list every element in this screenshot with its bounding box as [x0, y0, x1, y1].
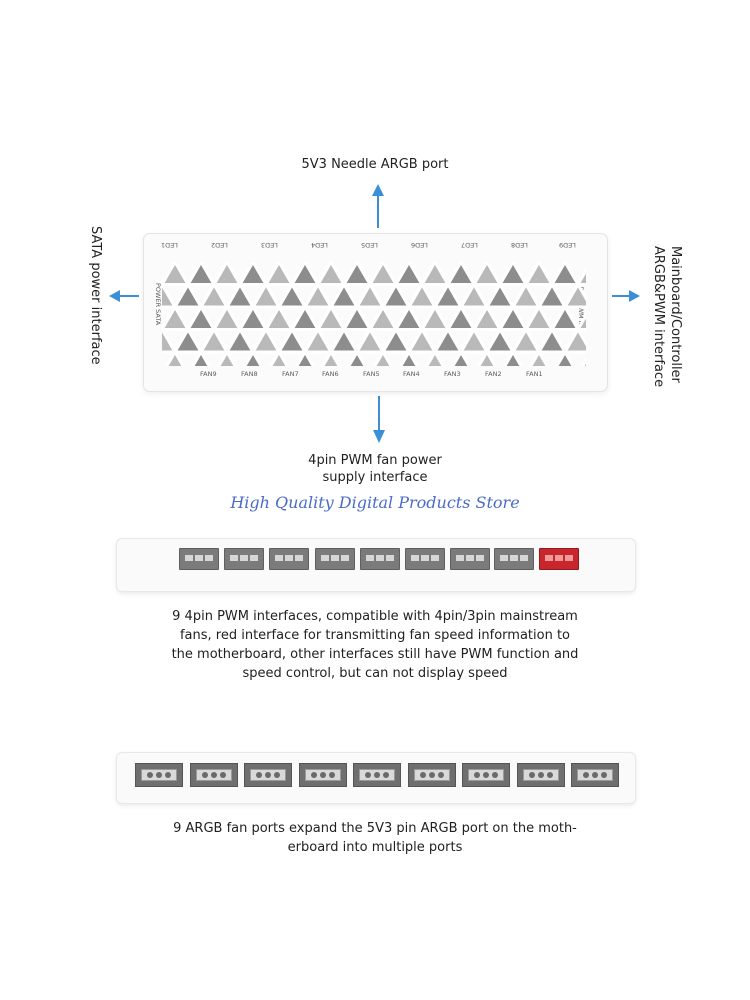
argb-pin [265, 772, 271, 778]
pattern-triangle [240, 262, 266, 285]
fan-label: FAN5 [363, 370, 380, 378]
pattern-triangle [188, 352, 214, 366]
pattern-triangle [435, 330, 461, 353]
pattern-triangle [461, 285, 487, 308]
pattern-triangle [474, 352, 500, 366]
fan-label: FAN7 [282, 370, 299, 378]
pattern-triangle [162, 285, 175, 308]
pwm-connector [360, 548, 400, 570]
pattern-triangle [578, 307, 586, 330]
pattern-triangle [240, 352, 266, 366]
pattern-triangle [500, 352, 526, 366]
hub-decorative-pattern [162, 262, 586, 366]
led-label: LED1 [161, 241, 178, 249]
pattern-triangle [539, 330, 565, 353]
pattern-triangle [227, 285, 253, 308]
pattern-triangle [409, 285, 435, 308]
argb-pin [529, 772, 535, 778]
pattern-triangle [513, 285, 539, 308]
pwm-power-label-line1: 4pin PWM fan power [308, 453, 442, 468]
pattern-triangle [513, 330, 539, 353]
pattern-triangle [318, 262, 344, 285]
led-label: LED7 [461, 241, 478, 249]
fan-label: FAN9 [200, 370, 217, 378]
argb-description-line: erboard into multiple ports [287, 840, 463, 855]
argb-connector-strip [116, 752, 636, 804]
pattern-triangle [240, 307, 266, 330]
argb-description-line: 9 ARGB fan ports expand the 5V3 pin ARGB port on the moth- [173, 821, 577, 836]
argb-pin [256, 772, 262, 778]
argb-description [115, 819, 635, 857]
pattern-triangle [578, 352, 586, 366]
argb-connector [517, 763, 565, 787]
pattern-triangle [370, 307, 396, 330]
pattern-triangle [552, 307, 578, 330]
pattern-triangle [539, 285, 565, 308]
pwm-connector [450, 548, 490, 570]
pattern-triangle [331, 285, 357, 308]
pattern-triangle [162, 307, 188, 330]
pwm-connector-strip [116, 538, 636, 592]
argb-pin [601, 772, 607, 778]
pattern-triangle [292, 352, 318, 366]
pattern-triangle [526, 352, 552, 366]
led-label: LED4 [311, 241, 328, 249]
pattern-triangle [253, 285, 279, 308]
pattern-triangle [279, 285, 305, 308]
fan-label: FAN8 [241, 370, 258, 378]
pwm-connector [269, 548, 309, 570]
pattern-triangle [344, 262, 370, 285]
argb-pin [147, 772, 153, 778]
argb-connector-socket [523, 769, 559, 781]
pattern-triangle [474, 262, 500, 285]
pattern-triangle [318, 352, 344, 366]
pattern-triangle [162, 352, 188, 366]
sata-power-label: SATA power interface [88, 226, 103, 365]
pattern-triangle [214, 262, 240, 285]
pwm-description-line: the motherboard, other interfaces still have PWM function and [171, 647, 579, 662]
power-sata-text: POWER SATA [154, 283, 162, 326]
pwm-power-label-line2: supply interface [322, 470, 428, 485]
pattern-triangle [201, 285, 227, 308]
argb-connector-socket [359, 769, 395, 781]
pattern-triangle [214, 352, 240, 366]
argb-connector [462, 763, 510, 787]
argb-connector [299, 763, 347, 787]
pattern-triangle [175, 285, 201, 308]
argb-pin [165, 772, 171, 778]
pwm-connector-speed-signal [539, 548, 579, 570]
pwm-description [115, 607, 635, 683]
store-watermark: High Quality Digital Products Store [230, 493, 520, 512]
pattern-triangle [500, 307, 526, 330]
pattern-triangle [344, 352, 370, 366]
pwm-description-line: fans, red interface for transmitting fan speed information to [179, 628, 571, 643]
argb-pin [474, 772, 480, 778]
pattern-triangle [266, 352, 292, 366]
pattern-triangle [487, 330, 513, 353]
pattern-triangle [279, 330, 305, 353]
fan-label: FAN6 [322, 370, 339, 378]
pattern-triangle [448, 352, 474, 366]
pattern-triangle [435, 285, 461, 308]
pattern-triangle [162, 262, 188, 285]
argb-pin [547, 772, 553, 778]
argb-pin [429, 772, 435, 778]
argb-pin [274, 772, 280, 778]
arrow-right-icon [612, 290, 640, 302]
pattern-triangle [162, 330, 175, 353]
pwm-connector [315, 548, 355, 570]
pattern-triangle [214, 307, 240, 330]
led-label: LED5 [361, 241, 378, 249]
argb-pin [583, 772, 589, 778]
pattern-triangle [500, 262, 526, 285]
argb-pin [383, 772, 389, 778]
argb-connector-socket [141, 769, 177, 781]
led-label: LED3 [261, 241, 278, 249]
pwm-power-label [265, 452, 485, 486]
pattern-triangle [396, 307, 422, 330]
pattern-triangle [422, 262, 448, 285]
argb-pin [420, 772, 426, 778]
pwm-connector [179, 548, 219, 570]
pattern-triangle [565, 285, 586, 308]
pattern-triangle [201, 330, 227, 353]
led-label: LED8 [511, 241, 528, 249]
pattern-triangle [422, 352, 448, 366]
argb-connector [135, 763, 183, 787]
pattern-triangle [266, 262, 292, 285]
pattern-triangle [448, 307, 474, 330]
argb-pin [438, 772, 444, 778]
argb-connector [190, 763, 238, 787]
pwm-description-line: speed control, but can not display speed [242, 666, 508, 681]
arrow-down-icon [373, 396, 385, 443]
pattern-triangle [461, 330, 487, 353]
pwm-connector [224, 548, 264, 570]
fan-label: FAN2 [485, 370, 502, 378]
mainboard-label-line2: ARGB&PWM interface [651, 246, 666, 388]
argb-pin [311, 772, 317, 778]
pwm-connector [405, 548, 445, 570]
fan-label: FAN1 [526, 370, 543, 378]
argb-pin [329, 772, 335, 778]
argb-connector [571, 763, 619, 787]
pattern-triangle [305, 330, 331, 353]
argb-pin [365, 772, 371, 778]
argb-pin [592, 772, 598, 778]
pattern-triangle [526, 307, 552, 330]
argb-connector-socket [414, 769, 450, 781]
argb-connector [408, 763, 456, 787]
pattern-triangle [578, 262, 586, 285]
pattern-triangle [396, 352, 422, 366]
arrow-left-icon [109, 290, 139, 302]
pattern-triangle [552, 352, 578, 366]
argb-connector-socket [577, 769, 613, 781]
led-label: LED9 [559, 241, 576, 249]
argb-pin [483, 772, 489, 778]
pattern-triangle [383, 330, 409, 353]
pattern-triangle [526, 262, 552, 285]
pattern-triangle [292, 307, 318, 330]
pattern-triangle [370, 352, 396, 366]
pattern-triangle [409, 330, 435, 353]
argb-pin [492, 772, 498, 778]
fan-label: FAN3 [444, 370, 461, 378]
pattern-triangle [253, 330, 279, 353]
pattern-triangle [292, 262, 318, 285]
pwm-description-line: 9 4pin PWM interfaces, compatible with 4pin/3pin mainstream [172, 609, 578, 624]
pattern-triangle [487, 285, 513, 308]
argb-connector [244, 763, 292, 787]
pattern-triangle [175, 330, 201, 353]
arrow-up-icon [372, 184, 384, 228]
argb-connector-socket [196, 769, 232, 781]
pattern-triangle [188, 262, 214, 285]
argb-connector-socket [250, 769, 286, 781]
pattern-triangle [305, 285, 331, 308]
argb-pin [156, 772, 162, 778]
mainboard-label-line1: Mainboard/Controller [668, 246, 683, 383]
argb-connector-socket [468, 769, 504, 781]
pattern-triangle [396, 262, 422, 285]
pattern-triangle [474, 307, 500, 330]
pattern-triangle [422, 307, 448, 330]
argb-pin [538, 772, 544, 778]
argb-pin [202, 772, 208, 778]
pwm-connector [494, 548, 534, 570]
pattern-triangle [370, 262, 396, 285]
pattern-triangle [357, 330, 383, 353]
led-label: LED2 [211, 241, 228, 249]
fan-label: FAN4 [403, 370, 420, 378]
led-label: LED6 [411, 241, 428, 249]
argb-pin [374, 772, 380, 778]
argb-pin [211, 772, 217, 778]
pattern-triangle [357, 285, 383, 308]
pattern-triangle [331, 330, 357, 353]
argb-port-label: 5V3 Needle ARGB port [301, 157, 449, 172]
pattern-triangle [318, 307, 344, 330]
mainboard-interface-label [650, 246, 684, 416]
pattern-triangle [266, 307, 292, 330]
pattern-triangle [383, 285, 409, 308]
pattern-triangle [565, 330, 586, 353]
pattern-triangle [448, 262, 474, 285]
argb-pin [220, 772, 226, 778]
pattern-triangle [188, 307, 214, 330]
pattern-triangle [552, 262, 578, 285]
pattern-triangle [227, 330, 253, 353]
pattern-triangle [344, 307, 370, 330]
argb-connector-socket [305, 769, 341, 781]
argb-connector [353, 763, 401, 787]
argb-pin [320, 772, 326, 778]
